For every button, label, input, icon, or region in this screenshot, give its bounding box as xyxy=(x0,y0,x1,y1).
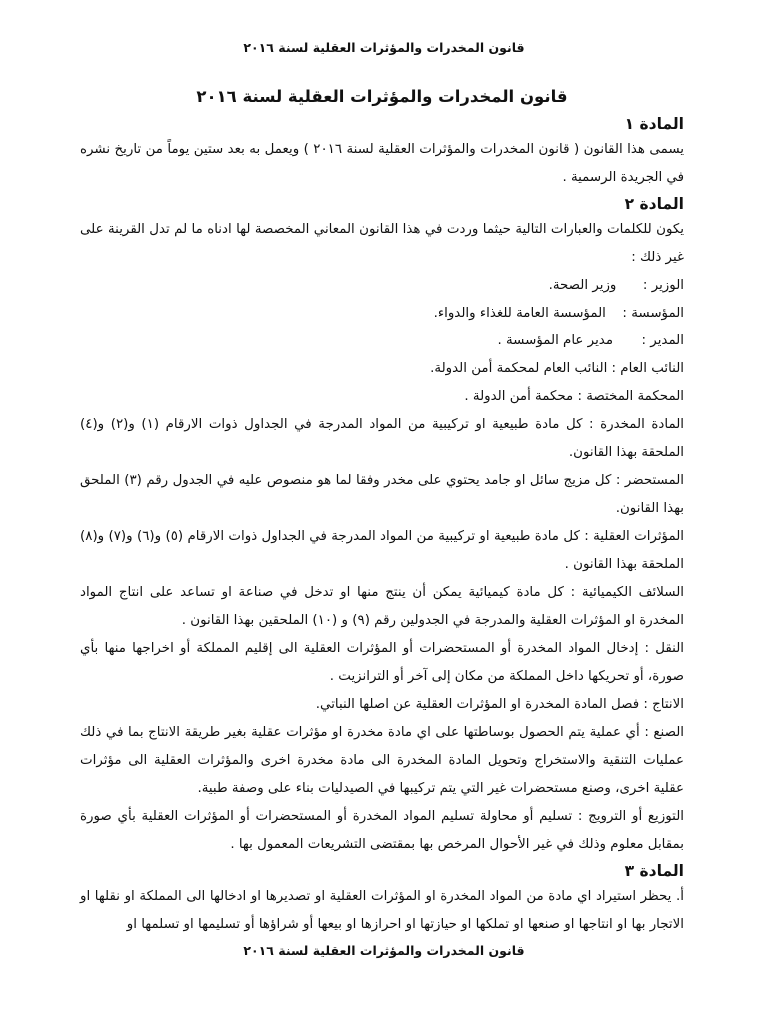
definition-preparation: المستحضر : كل مزيج سائل او جامد يحتوي على مخدر وفقا لما هو منصوص عليه في الجدول رقم (٣) الملحق بهذا القانون. xyxy=(80,472,684,516)
article-3-text: أ. يحظر استيراد اي مادة من المواد المخدرة او المؤثرات العقلية او تصديرها او ادخالها الى المملكة او نقلها او الاتجار بها او انتاجها او صنعها او تملكها او حيازتها او احرازها او بيعها أو شراؤها أو تسليمها او تسلمها او xyxy=(80,888,684,932)
document-title: قانون المخدرات والمؤثرات العقلية لسنة ٢٠١٦ xyxy=(196,87,568,106)
definition-court: المحكمة المختصة : محكمة أمن الدولة . xyxy=(464,388,684,404)
article-1-heading: المادة ١ xyxy=(624,115,684,133)
definition-term: المدير : xyxy=(641,333,684,348)
definition-value: مدير عام المؤسسة . xyxy=(497,333,613,348)
definition-prosecutor: النائب العام : النائب العام لمحكمة أمن الدولة. xyxy=(430,360,684,376)
article-2-heading: المادة ٢ xyxy=(624,195,684,213)
article-3-heading: المادة ٣ xyxy=(624,861,684,880)
definition-transport: النقل : إدخال المواد المخدرة أو المستحضرات أو المؤثرات العقلية الى إقليم المملكة أو اخراجها منها بأي صورة، أو تحريكها داخل المملكة من مكان إلى آخر أو الترانزيت . xyxy=(80,640,684,684)
definition-psychotropic: المؤثرات العقلية : كل مادة طبيعية او تركيبية من المواد المدرجة في الجداول ذوات الارقام (٥) و(٦) و(٧) و(٨) الملحقة بهذا القانون . xyxy=(80,528,685,572)
document-body xyxy=(80,86,684,939)
definition-precursors: السلائف الكيميائية : كل مادة كيميائية يمكن أن ينتج منها او تدخل في صناعة او تساعد على انتاج المواد المخدرة او المؤثرات العقلية والمدرجة في الجدولين رقم (٩) و (١٠) الملحقين بهذا القانون . xyxy=(80,584,684,628)
definition-value: المؤسسة العامة للغذاء والدواء. xyxy=(433,305,606,321)
definition-term: الوزير : xyxy=(642,278,684,293)
article-2-intro: يكون للكلمات والعبارات التالية حيثما وردت في هذا القانون المعاني المخصصة لها ادناه ما لم تدل القرينة على غير ذلك : xyxy=(80,222,684,265)
definition-value: وزير الصحة. xyxy=(548,278,617,293)
definition-manufacture: الصنع : أي عملية يتم الحصول بوساطتها على اي مادة مخدرة او مؤثرات عقلية بغير طريقة الانتاج بما في ذلك عمليات التنقية والاستخراج وتحويل المادة المخدرة الى مادة مخدرة اخرى والمؤثرات العقلية الى مؤثرات عقلية اخرى، وصنع مستحضرات غير التي يتم تركيبها في الصيدليات بناء على وصفة طبية. xyxy=(80,724,684,796)
definition-institution xyxy=(80,300,684,328)
running-footer: قانون المخدرات والمؤثرات العقلية لسنة ٢٠١٦ xyxy=(243,943,525,958)
definition-production: الانتاج : فصل المادة المخدرة او المؤثرات العقلية عن اصلها النباتي. xyxy=(315,696,684,712)
article-1-text: يسمى هذا القانون ( قانون المخدرات والمؤثرات العقلية لسنة ٢٠١٦ ) ويعمل به بعد ستين يوماً من تاريخ نشره في الجريدة الرسمية . xyxy=(80,142,684,185)
definition-director xyxy=(80,327,684,355)
running-header: قانون المخدرات والمؤثرات العقلية لسنة ٢٠١٦ xyxy=(243,40,525,55)
definition-narcotic: المادة المخدرة : كل مادة طبيعية او تركيبية من المواد المدرجة في الجداول ذوات الارقام (١) و(٢) و(٤) الملحقة بهذا القانون. xyxy=(80,416,684,460)
definition-minister xyxy=(80,272,684,300)
definition-distribution: التوزيع أو الترويج : تسليم أو محاولة تسليم المواد المخدرة أو المستحضرات أو المؤثرات العقلية بأي صورة بمقابل معلوم وذلك في غير الأحوال المرخص بها بمقتضى التشريعات المعمول بها . xyxy=(80,808,684,852)
definition-term: المؤسسة : xyxy=(622,305,684,321)
